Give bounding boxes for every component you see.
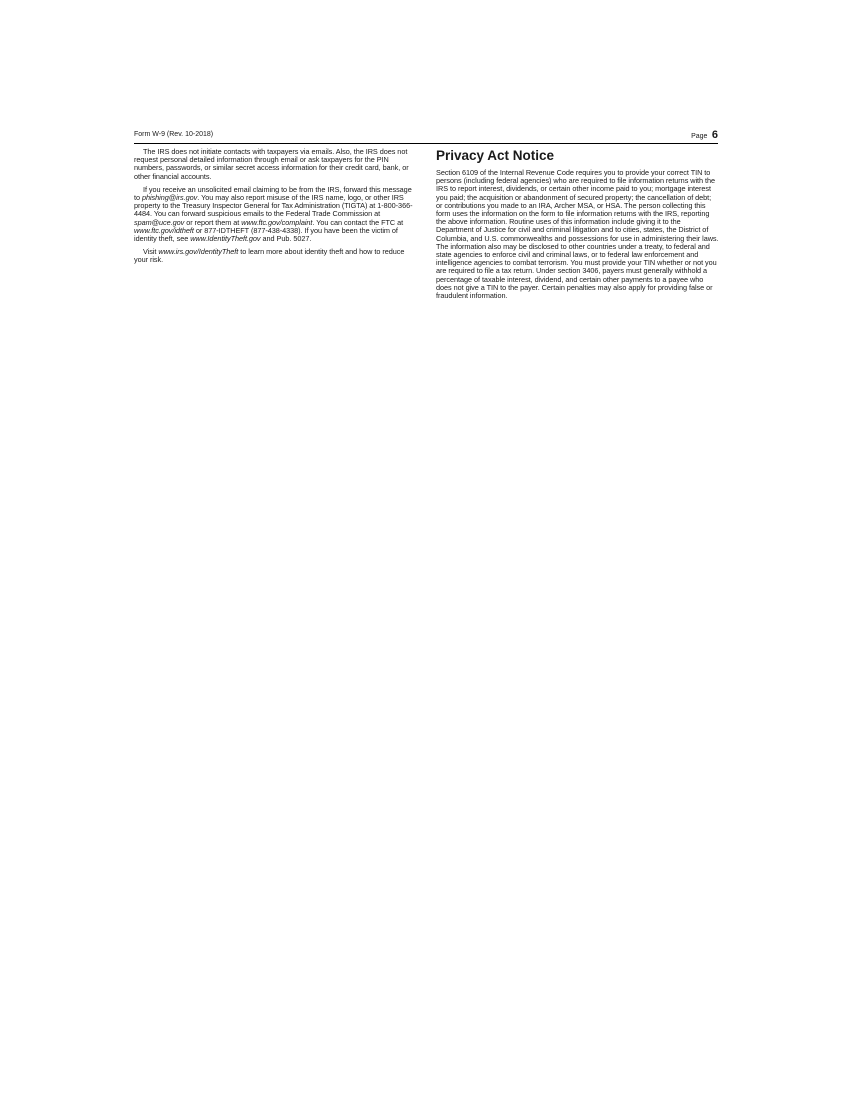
text-segment: to learn more about identity theft and how to reduce your risk. — [134, 247, 405, 265]
text-segment: . You can contact the FTC at — [312, 217, 404, 227]
phishing-email: phishing@irs.gov — [141, 193, 198, 203]
privacy-act-heading: Privacy Act Notice — [436, 148, 555, 163]
form-id: Form W-9 (Rev. 10-2018) — [134, 131, 214, 138]
page-header — [134, 127, 718, 144]
text-segment: Visit — [143, 247, 159, 257]
spam-email: spam@uce.gov — [134, 217, 185, 227]
ftc-complaint-link: www.ftc.gov/complaint — [241, 217, 313, 227]
right-column — [436, 148, 719, 305]
identity-theft-visit-paragraph — [134, 248, 414, 264]
text-segment: and Pub. 5027. — [260, 234, 312, 244]
text-segment: . You may also report misuse of the IRS name, logo, or other IRS property to the Treasury Inspector General for Tax Administration (TIGTA) at 1-800-366-4484. You can forward suspicious emails to the Federal Trade Commission at — [134, 193, 413, 219]
phishing-report-paragraph — [134, 186, 414, 243]
text-segment: or report them at — [184, 217, 242, 227]
irs-contact-paragraph: The IRS does not initiate contacts with taxpayers via emails. Also, the IRS does not request personal detailed information through email or ask taxpayers for the PIN numbers, passwords, or similar secret access information for their credit card, bank, or other financial accounts. — [134, 147, 409, 181]
ftc-idtheft-link: www.ftc.gov/idtheft — [134, 225, 194, 235]
page-number: 6 — [711, 129, 718, 141]
text-segment: or 877-IDTHEFT (877-438-4338). If you have been the victim of identity theft, see — [134, 225, 398, 244]
left-column — [134, 148, 414, 270]
identitytheft-gov-link: www.IdentityTheft.gov — [190, 234, 261, 244]
page-label: Page — [691, 133, 708, 140]
privacy-act-body: Section 6109 of the Internal Revenue Code requires you to provide your correct TIN to persons (including federal agencies) who are required to file information returns with the IRS to report interest, dividends, or certain other income paid to you; mortgage interest you paid; the acquisition or abandonment of secured property; the cancellation of debt; or contributions you made to an IRA, Archer MSA, or HSA. The person collecting this form uses the information on the form to file information returns with the IRS, reporting the above information. Routine uses of this information include giving it to the Department of Justice for civil and criminal litigation and to cities, states, the District of Columbia, and U.S. commonwealths and possessions for use in administering their laws. The information also may be disclosed to other countries under a treaty, to federal and state agencies to enforce civil and criminal laws, or to federal law enforcement and intelligence agencies to combat terrorism. You must provide your TIN whether or not you are required to file a tax return. Under section 3406, payers must generally withhold a percentage of taxable interest, dividend, and certain other payments to a payee who does not give a TIN to the payer. Certain penalties may also apply for providing false or fraudulent information. — [436, 168, 719, 301]
irs-identity-theft-link: www.irs.gov/IdentityTheft — [158, 247, 239, 257]
page-indicator — [691, 127, 718, 144]
text-segment: If you receive an unsolicited email claiming to be from the IRS, forward this message to — [134, 184, 412, 203]
